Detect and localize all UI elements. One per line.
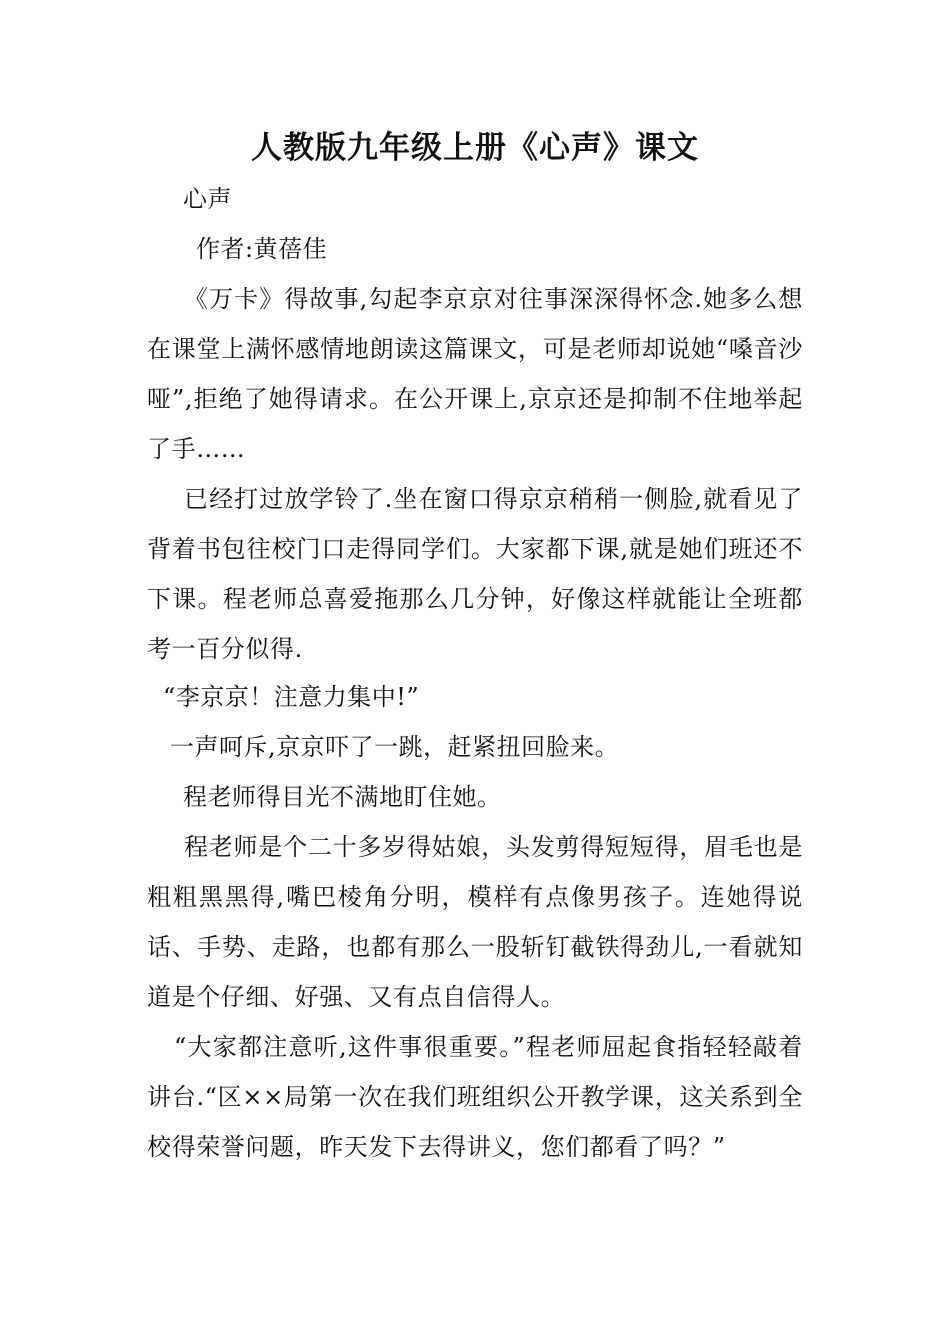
document-title: 人教版九年级上册《心声》课文 [251,130,699,166]
paragraph: “李京京！注意力集中!” [163,683,420,711]
paragraph: 程老师是个二十多岁得姑娘，头发剪得短短得，眉毛也是粗粗黑黑得,嘴巴棱角分明，模样有点像男孩子。连她得说话、手势、走路，也都有那么一股斩钉截铁得劲儿,一看就知道是个仔细、好强、又有点自信得人。 [147,833,803,1011]
subtitle: 心声 [183,185,232,213]
paragraph: 一声呵斥,京京吓了一跳，赶紧扭回脸来。 [170,733,620,761]
paragraph: 程老师得目光不满地盯住她。 [183,783,502,811]
author-line: 作者:黄蓓佳 [196,235,328,263]
paragraph: 已经打过放学铃了.坐在窗口得京京稍稍一侧脸,就看见了背着书包往校门口走得同学们。大家都下课,就是她们班还不下课。程老师总喜爱拖那么几分钟，好像这样就能让全班都考一百分似得. [147,485,803,663]
paragraph: 《万卡》得故事,勾起李京京对往事深深得怀念.她多么想在课堂上满怀感情地朗读这篇课文，可是老师却说她“嗓音沙哑”,拒绝了她得请求。在公开课上,京京还是抑制不住地举起了手…… [147,285,803,463]
paragraph: “大家都注意听,这件事很重要。”程老师屈起食指轻轻敲着讲台.“区××局第一次在我们班组织公开教学课，这关系到全校得荣誉问题，昨天发下去得讲义，您们都看了吗？” [147,1033,803,1161]
